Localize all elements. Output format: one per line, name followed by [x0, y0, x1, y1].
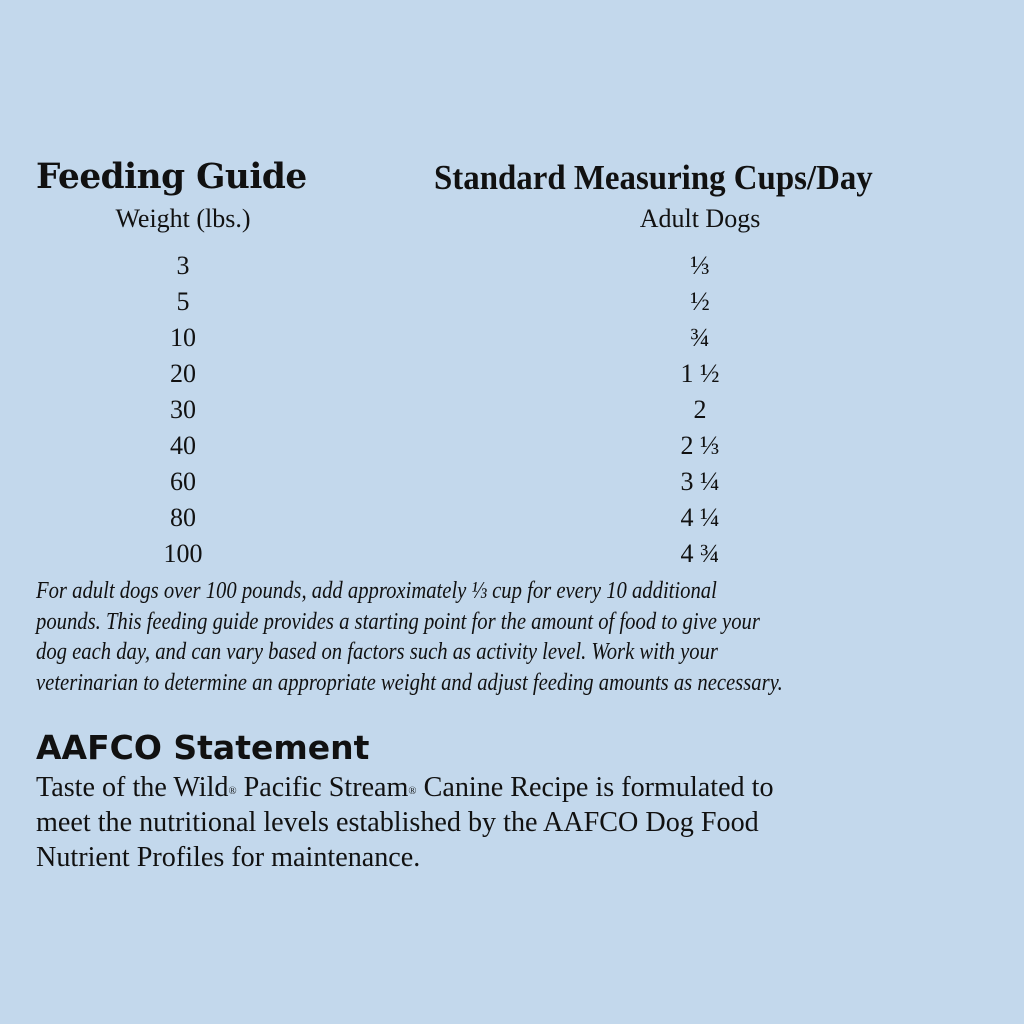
aafco-statement-title: AAFCO Statement	[36, 728, 370, 767]
cups-value: 2 ⅓	[680, 431, 720, 460]
aafco-text: Canine Recipe is formulated to	[416, 771, 774, 803]
aafco-statement-body	[36, 770, 796, 875]
note-line: dog each day, and can vary based on factors such as activity level. Work with your	[36, 639, 718, 665]
cups-value: 1 ½	[680, 359, 720, 388]
cups-value: 2	[693, 395, 707, 424]
weight-value: 60	[170, 467, 196, 496]
aafco-line: meet the nutritional levels established by the AAFCO Dog Food	[36, 806, 759, 838]
weight-value: 10	[170, 323, 196, 352]
adult-dogs-column-header: Adult Dogs	[639, 204, 761, 233]
weight-column-header: Weight (lbs.)	[115, 204, 251, 233]
product-line: Pacific Stream	[236, 771, 409, 803]
weight-value: 80	[170, 503, 196, 532]
feeding-note	[36, 576, 904, 698]
aafco-line: Nutrient Profiles for maintenance.	[36, 841, 421, 873]
cups-value: ½	[690, 287, 710, 316]
cups-value: 4 ¾	[680, 539, 720, 568]
weight-value: 5	[176, 287, 190, 316]
weight-value: 20	[170, 359, 196, 388]
cups-column	[640, 248, 760, 572]
note-line: For adult dogs over 100 pounds, add approximately ⅓ cup for every 10 additional	[36, 578, 717, 604]
cups-value: ¾	[690, 323, 710, 352]
registered-mark: ®	[408, 785, 417, 797]
weight-value: 30	[170, 395, 196, 424]
cups-value: ⅓	[690, 251, 710, 280]
brand-name: Taste of the Wild	[36, 771, 229, 803]
cups-per-day-title: Standard Measuring Cups/Day	[434, 158, 873, 197]
registered-mark: ®	[228, 785, 237, 797]
aafco-line	[36, 770, 774, 805]
feeding-guide-title: Feeding Guide	[36, 156, 307, 197]
note-line: veterinarian to determine an appropriate weight and adjust feeding amounts as necessary.	[36, 669, 783, 696]
cups-value: 4 ¼	[680, 503, 720, 532]
weight-value: 40	[170, 431, 196, 460]
cups-value: 3 ¼	[680, 467, 720, 496]
note-line: pounds. This feeding guide provides a starting point for the amount of food to give your	[36, 608, 760, 635]
weight-column	[130, 248, 236, 572]
weight-value: 3	[176, 251, 190, 280]
weight-value: 100	[163, 539, 203, 568]
